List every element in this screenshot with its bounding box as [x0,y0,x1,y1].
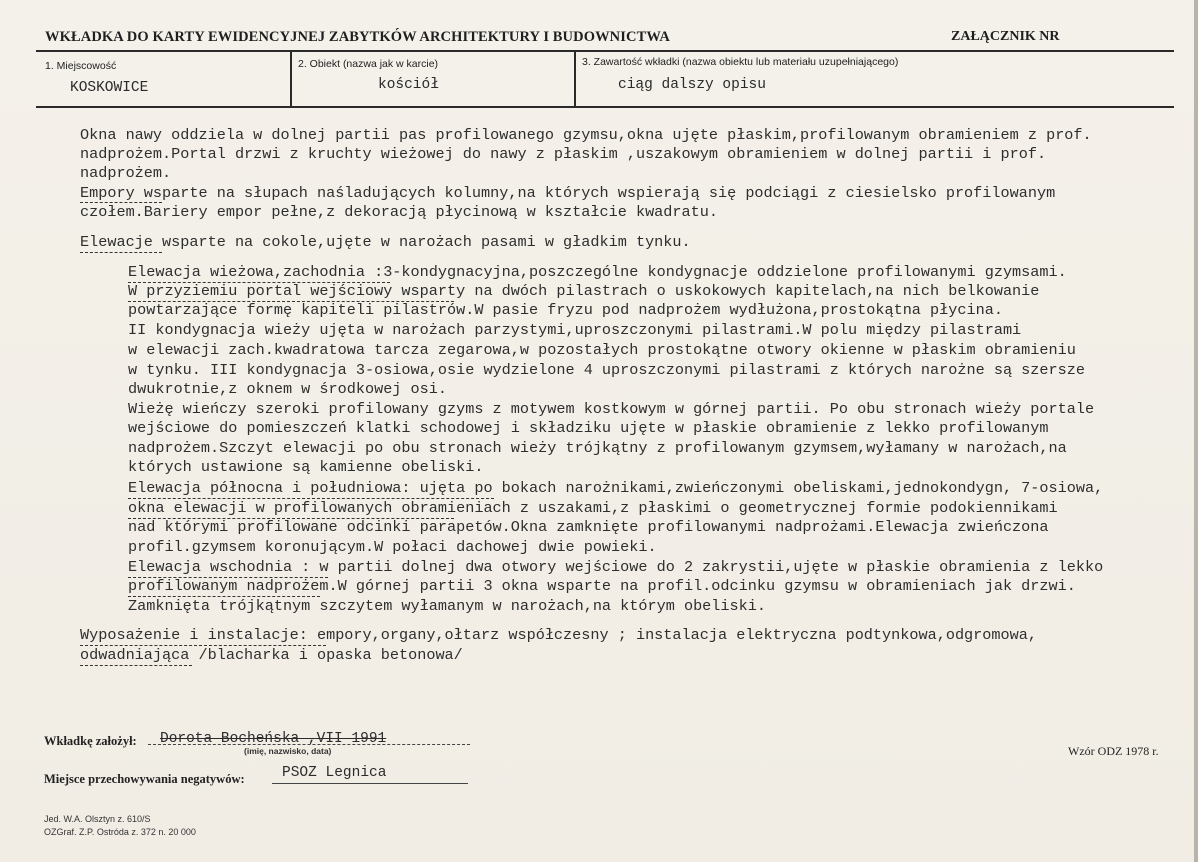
body-line-25: Wyposażenie i instalacje: empory,organy,ołtarz współczesny ; instalacja elektryczna podtynkowa,odgromowa, [80,626,1037,644]
template-label: Wzór ODZ 1978 r. [1068,744,1159,758]
body-line-24: Zamknięta trójkątnym szczytem wyłamanym w narożach,na którym obeliski. [128,597,766,615]
object-value: kościół [378,77,439,93]
underline-okna [128,518,454,519]
founder-caption: (imię, nazwisko, data) [244,746,332,756]
body-line-17: których ustawione są kamienne obeliski. [128,458,484,476]
body-line-16: nadprożem.Szczyt elewacji po obu stronach wieży trójkątny z profilowanym gzymsem,wyłamany w narożach,na [128,439,1067,457]
content-label: 3. Zawartość wkładki (nazwa obiektu lub materiału uzupełniającego) [582,56,899,68]
founder-label: Wkładkę założył: [44,734,137,748]
underline-odwadniajaca [80,665,192,666]
body-line-1: Okna nawy oddziela w dolnej partii pas profilowanego gzymsu,okna ujęte płaskim,profilowanym obramieniem z prof. [80,126,1092,144]
underline-zachodnia [128,282,390,283]
underline-nadprozem [128,596,320,597]
body-line-26: odwadniająca /blacharka i opaska betonowa/ [80,646,463,664]
body-line-7: Elewacja wieżowa,zachodnia :3-kondygnacyjna,poszczególne kondygnacje oddzielone profilowanymi gzymsami. [128,263,1067,281]
body-line-9: powtarzające formę kapiteli pilastrów.W pasie fryzu pod nadprożem wydłużona,prostokątna płycina. [128,301,1003,319]
founder-line [148,744,470,745]
card-title: WKŁADKA DO KARTY EWIDENCYJNEJ ZABYTKÓW ARCHITEKTURY I BUDOWNICTWA [45,29,670,45]
body-line-12: w tynku. III kondygnacja 3-osiowa,osie wydzielone 4 uproszczonymi pilastrami z których narożne są szersze [128,361,1085,379]
founder-value: Dorota Bocheńska ,VII 1991 [160,731,387,747]
body-line-13: dwukrotnie,z oknem w środkowej osi. [128,380,447,398]
body-line-15: wejściowe do pomieszczeń klatki schodowej i składziku ujęte w płaskie obramienie z lekko profilowanym [128,419,1049,437]
underline-wyposazenie [80,645,326,646]
underline-elewacje [80,252,162,253]
body-line-3: nadprożem. [80,164,172,182]
body-line-5: czołem.Bariery empor pełne,z dekoracją płycinową w kształcie kwadratu. [80,203,718,221]
fields-bottom-rule [36,106,1174,108]
underline-wschodnia [128,577,328,578]
underline-empory [80,202,162,203]
print-line-1: Jed. W.A. Olsztyn z. 610/S [44,814,151,824]
underline-polnocna [128,498,494,499]
body-line-20: nad którymi profilowane odcinki parapetów.Okna zamknięte profilowanymi nadprożami.Elewacja zwieńczona [128,518,1049,536]
underline-przyziemie [128,301,454,302]
card-edge [1194,0,1198,862]
body-line-11: w elewacji zach.kwadratowa tarcza zegarowa,w pozostałych prostokątne otwory okienne w płaskim obramieniu [128,341,1076,359]
body-line-14: Wieżę wieńczy szeroki profilowany gzyms z motywem kostkowym w górnej partii. Po obu stronach wieży portale [128,400,1095,418]
negatives-label: Miejsce przechowywania negatywów: [44,772,245,786]
negatives-value: PSOZ Legnica [282,765,387,781]
fields-divider-1 [290,51,292,107]
body-line-10: II kondygnacja wieży ujęta w narożach parzystymi,uproszczonymi pilastrami.W polu między pilastrami [128,321,1022,339]
body-line-23: profilowanym nadprożem.W górnej partii 3 okna wsparte na profil.odcinku gzymsu w obramieniach jak drzwi. [128,577,1076,595]
place-label: 1. Miejscowość [45,60,117,72]
body-line-19: okna elewacji w profilowanych obramieniach z uszakami,z płaskimi o geometrycznej formie podokiennikami [128,499,1058,517]
header-rule [36,50,1174,52]
attachment-number-label: ZAŁĄCZNIK NR [951,29,1060,44]
place-value: KOSKOWICE [70,80,149,96]
body-line-22: Elewacja wschodnia : w partii dolnej dwa otwory wejściowe do 2 zakrystii,ujęte w płaskie obramienia z lekko [128,558,1104,576]
body-line-21: profil.gzymsem koronującym.W połaci dachowej dwie powieki. [128,538,657,556]
body-line-18: Elewacja północna i południowa: ujęta po bokach narożnikami,zwieńczonymi obeliskami,jednokondygn, 7-osiowa, [128,479,1104,497]
print-line-2: OZGraf. Z.P. Ostróda z. 372 n. 20 000 [44,827,196,837]
object-label: 2. Obiekt (nazwa jak w karcie) [298,58,439,70]
body-line-8: W przyziemiu portal wejściowy wsparty na dwóch pilastrach o uskokowych kapitelach,na nich belkowanie [128,282,1040,300]
body-line-4: Empory wsparte na słupach naśladujących kolumny,na których wspierają się podciągi z ciesielsko profilowanym [80,184,1056,202]
body-line-6: Elewacje wsparte na cokole,ujęte w narożach pasami w gładkim tynku. [80,233,691,251]
content-value: ciąg dalszy opisu [618,77,766,93]
negatives-line [272,783,468,784]
body-line-2: nadprożem.Portal drzwi z kruchty wieżowej do nawy z płaskim ,uszakowym obramieniem w dolnej partii i prof. [80,145,1047,163]
fields-divider-2 [574,51,576,107]
